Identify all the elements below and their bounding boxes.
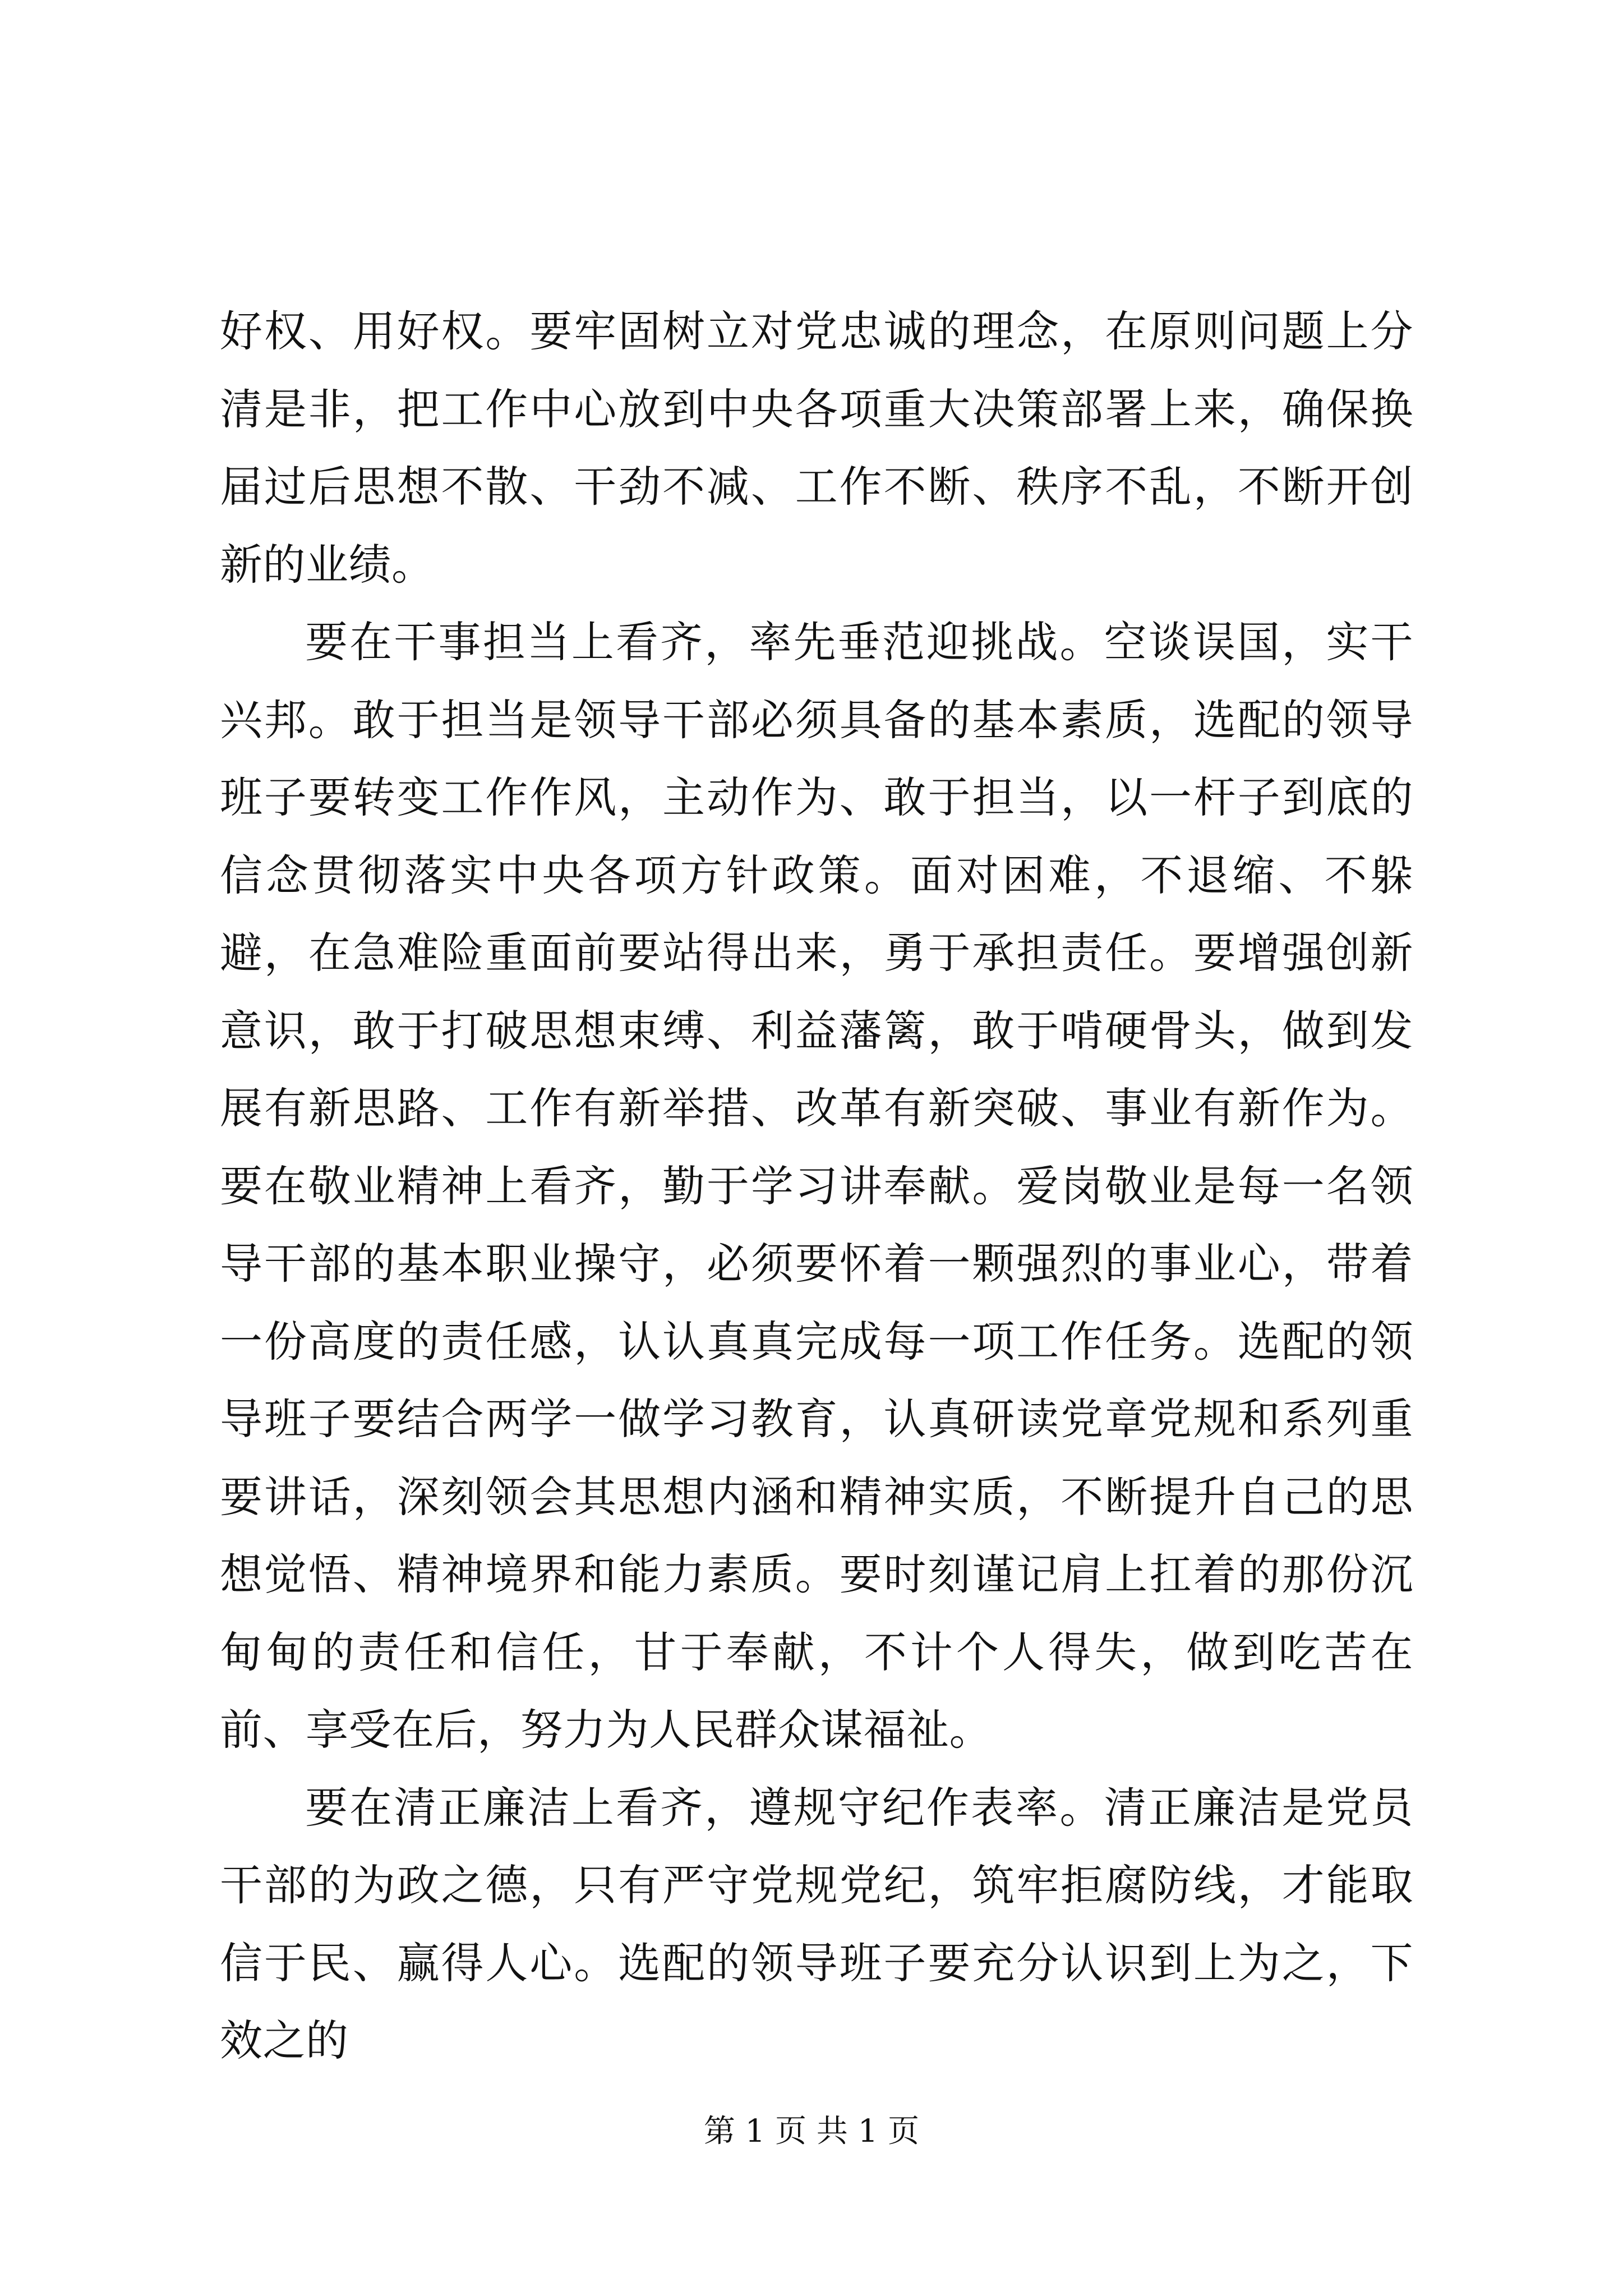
paragraph-1: 好权、用好权。要牢固树立对党忠诚的理念，在原则问题上分清是非，把工作中心放到中央各项重大决策部署上来，确保换届过后思想不散、干劲不减、工作不断、秩序不乱，不断开创新的业绩。 (220, 306, 1413, 590)
page-footer: 第 1 页 共 1 页 (703, 2113, 920, 2150)
paragraph-2: 要在干事担当上看齐，率先垂范迎挑战。空谈误国，实干兴邦。敢于担当是领导干部必须具备的基本素质，选配的领导班子要转变工作作风，主动作为、敢于担当，以一杆子到底的信念贯彻落实中央各项方针政策。面对困难，不退缩、不躲避，在急难险重面前要站得出来，勇于承担责任。要增强创新意识，敢于打破思想束缚、利益藩篱，敢于啃硬骨头，做到发展有新思路、工作有新举措、改革有新突破、事业有新作为。要在敬业精神上看齐，勤于学习讲奉献。爱岗敬业是每一名领导干部的基本职业操守，必须要怀着一颗强烈的事业心，带着一份高度的责任感，认认真真完成每一项工作任务。选配的领导班子要结合两学一做学习教育，认真研读党章党规和系列重要讲话，深刻领会其思想内涵和精神实质，不断提升自己的思想觉悟、精神境界和能力素质。要时刻谨记肩上扛着的那份沉甸甸的责任和信任，甘于奉献，不计个人得失，做到吃苦在前、享受在后，努力为人民群众谋福祉。 (220, 617, 1413, 1755)
document-body (220, 293, 1413, 2080)
paragraph-3: 要在清正廉洁上看齐，遵规守纪作表率。清正廉洁是党员干部的为政之德，只有严守党规党纪，筑牢拒腐防线，才能取信于民、赢得人心。选配的领导班子要充分认识到上为之，下效之的 (220, 1782, 1413, 2065)
